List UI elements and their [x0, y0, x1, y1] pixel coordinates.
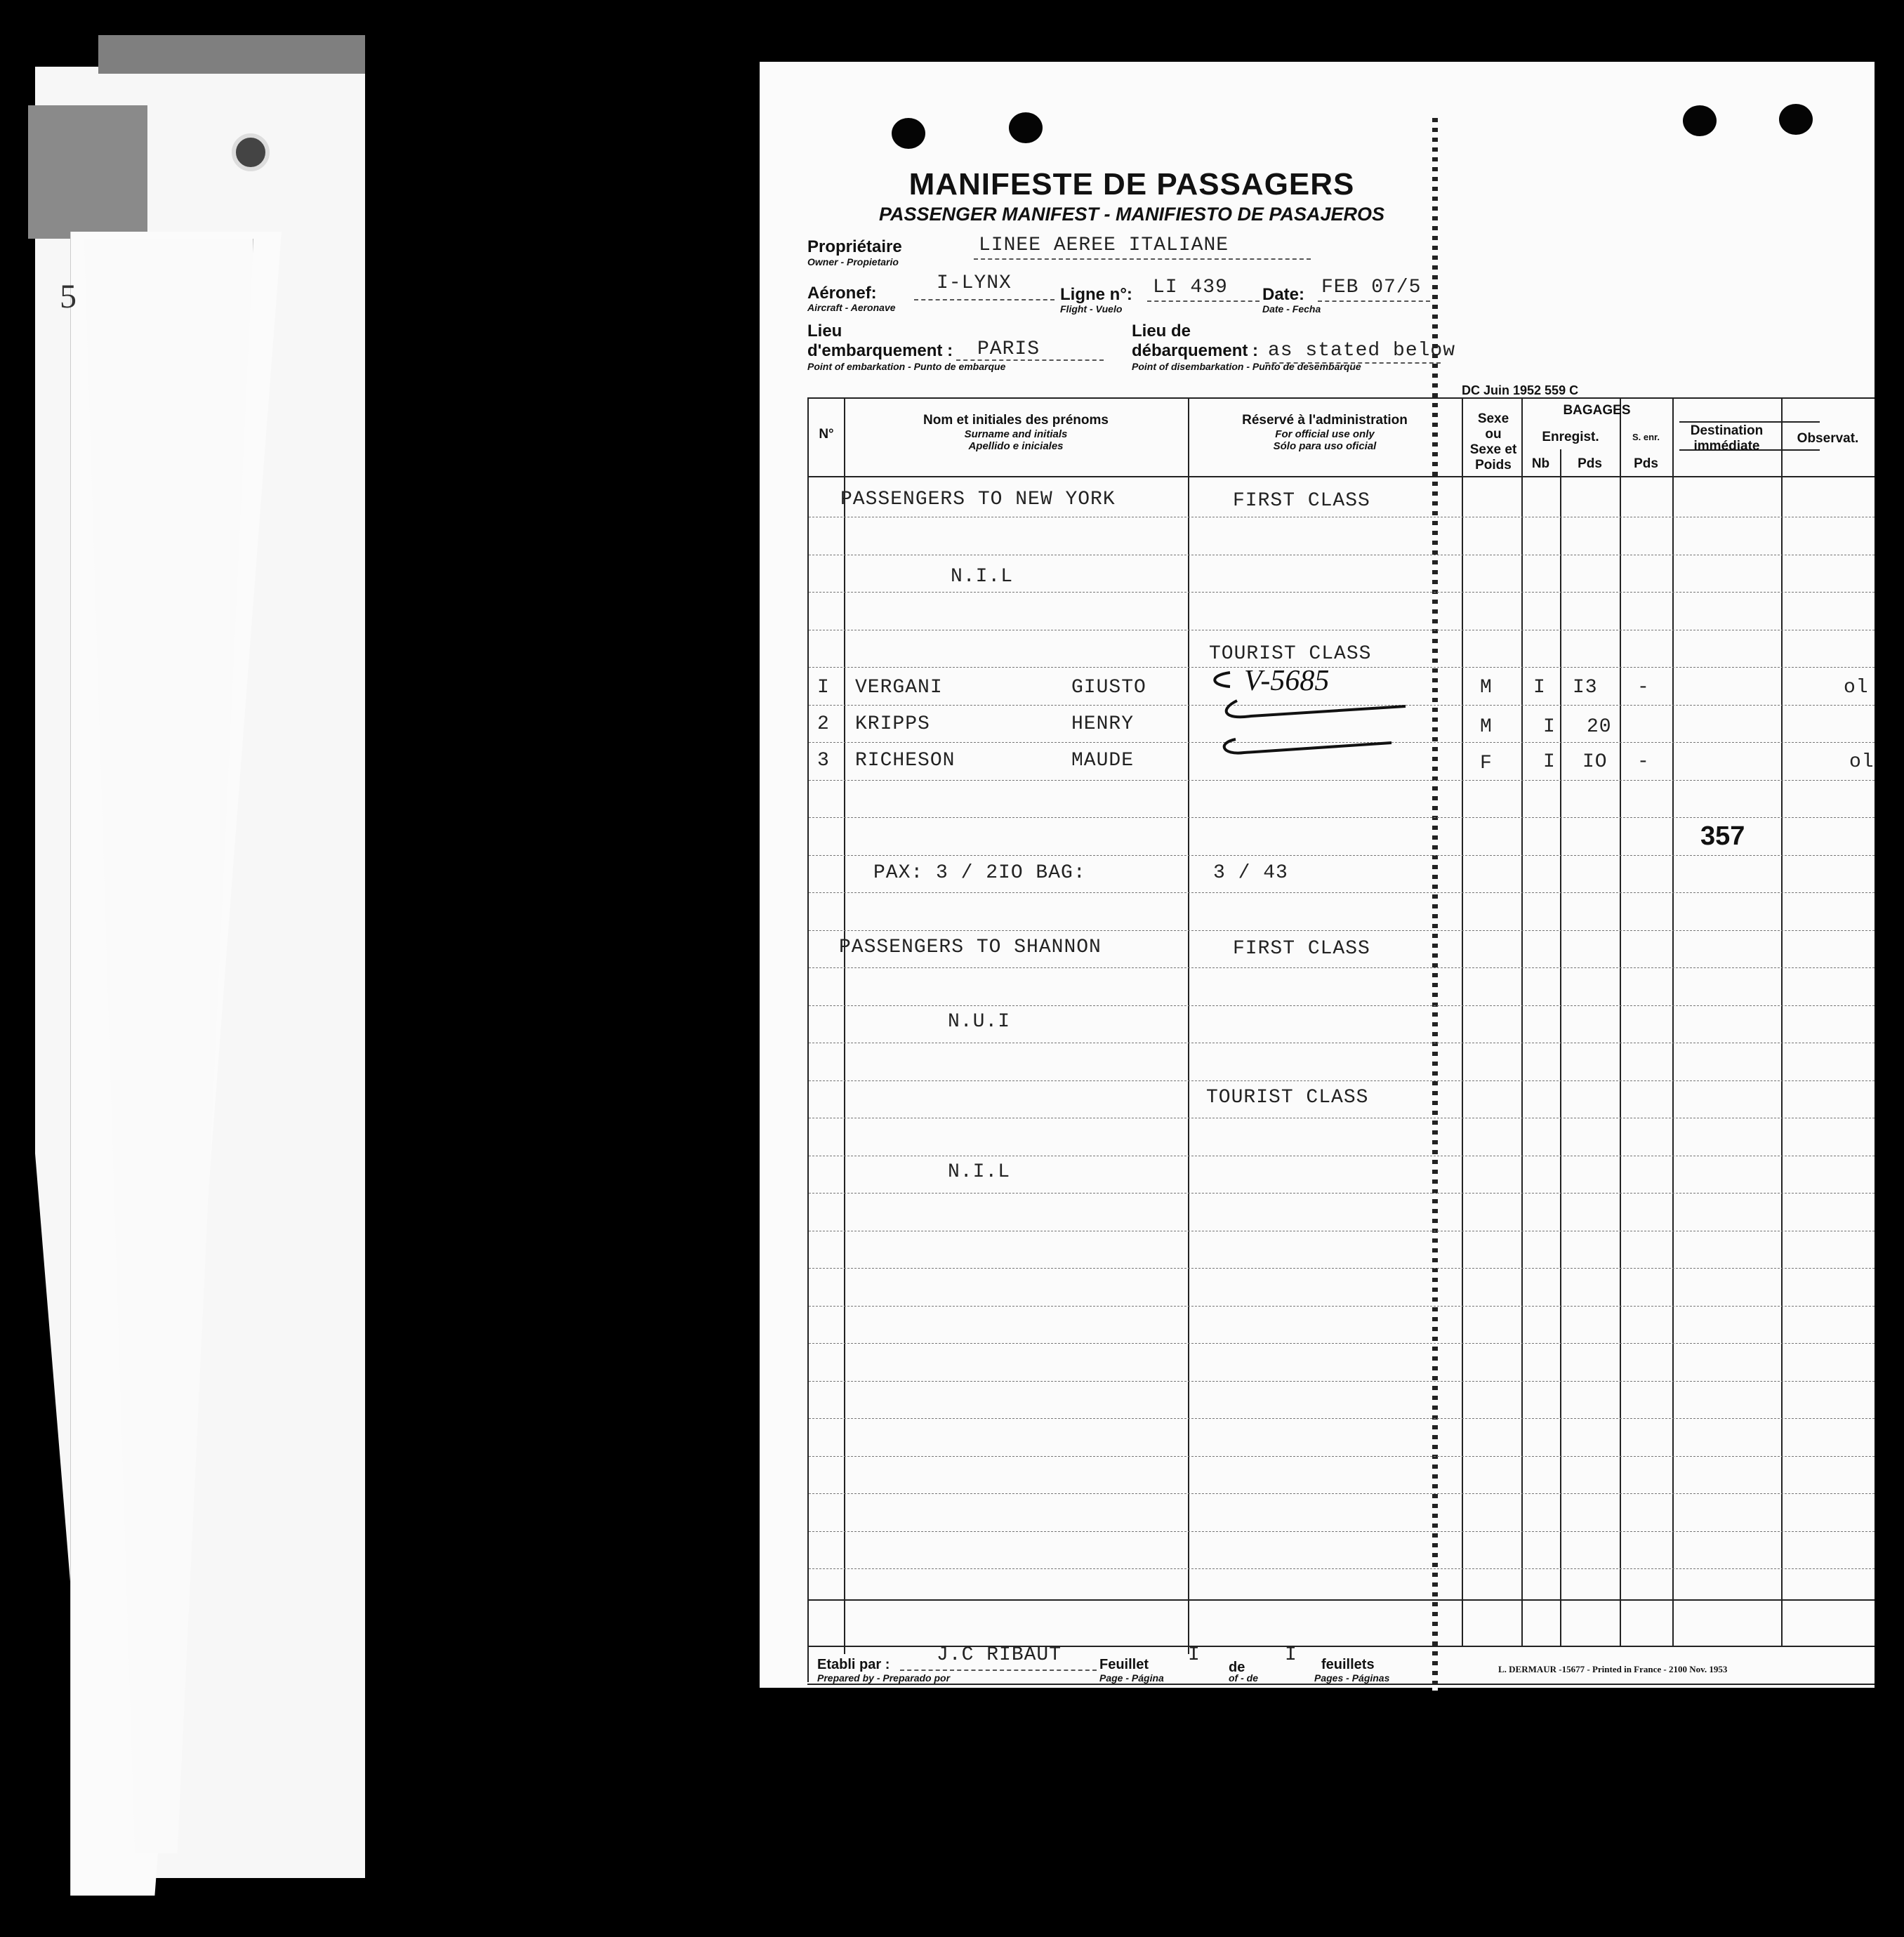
observation: ol [1844, 677, 1869, 699]
page-label: Feuillet [1099, 1657, 1149, 1672]
col-border [1620, 397, 1621, 1647]
disembark-line [1265, 362, 1441, 364]
col-header-admin-sub2: Sólo para uso oficial [1273, 440, 1377, 453]
manifest-page [760, 62, 1875, 1688]
col-border [844, 397, 845, 1654]
punch-hole [1009, 112, 1043, 143]
baggage-count: I [1533, 677, 1546, 699]
col-header-observ: Observat. [1797, 431, 1859, 446]
punch-hole [892, 118, 925, 149]
table-bottom-border [807, 1599, 1875, 1601]
date-line [1318, 300, 1430, 302]
passenger-given-name: HENRY [1071, 713, 1135, 735]
passenger-surname: KRIPPS [855, 713, 930, 735]
col-header-admin [1191, 413, 1458, 452]
col-header-name-sub2: Apellido e iniciales [968, 440, 1064, 453]
col-border [1462, 397, 1463, 1647]
col-header-sex-4: Poids [1475, 457, 1512, 472]
embark-label-1: Lieu [807, 322, 842, 341]
aircraft-value: I-LYNX [937, 272, 1012, 294]
document-title: MANIFESTE DE PASSAGERS [908, 167, 1355, 201]
ruled-line [809, 1568, 1875, 1569]
passenger-given-name: MAUDE [1071, 750, 1135, 772]
disembark-label-1: Lieu de [1132, 322, 1191, 341]
owner-label: Propriétaire [807, 237, 902, 256]
disembark-sublabel: Point of disembarkation - Punto de desembarque [1132, 361, 1361, 372]
col-header-destination [1672, 423, 1781, 454]
class-heading: FIRST CLASS [1233, 938, 1370, 960]
col-header-sans-enr: S. enr. [1632, 432, 1660, 442]
embark-value: PARIS [977, 338, 1040, 360]
row-number: I [817, 677, 830, 699]
punch-hole [1779, 104, 1813, 135]
col-header-destination-2: immédiate [1693, 438, 1760, 454]
prepared-label: Etabli par : [817, 1657, 890, 1672]
col-header-pds2: Pds [1634, 456, 1658, 471]
col-header-sex-3: Sexe et [1469, 442, 1517, 457]
ruled-line [809, 1306, 1875, 1307]
bagages-divider [1679, 421, 1820, 423]
col-border [1672, 397, 1674, 1647]
passenger-given-name: GIUSTO [1071, 677, 1146, 699]
sheet-edge [28, 105, 147, 239]
nil-entry: N.U.I [948, 1011, 1011, 1033]
passenger-sex: M [1480, 716, 1493, 738]
printer-imprint: L. DERMAUR -15677 - Printed in France - 2100 Nov. 1953 [1498, 1664, 1728, 1674]
observation: ol [1849, 751, 1875, 773]
ruled-line [809, 1493, 1875, 1494]
col-header-no: N° [819, 427, 834, 442]
folded-sheets [28, 14, 379, 1910]
embark-sublabel: Point of embarkation - Punto de embarque [807, 361, 1006, 372]
ruled-line [809, 1005, 1875, 1006]
class-heading: FIRST CLASS [1233, 490, 1370, 512]
aircraft-label: Aéronef: [807, 284, 877, 303]
unregistered-weight: - [1637, 751, 1650, 773]
ruled-line [809, 592, 1875, 593]
pax-summary: PAX: 3 / 2IO BAG: [873, 862, 1086, 884]
pages-sublabel: Pages - Páginas [1314, 1672, 1390, 1684]
passenger-sex: M [1480, 677, 1493, 699]
col-border [1188, 397, 1189, 1654]
prepared-value: J.C RIBAUT [937, 1644, 1062, 1666]
col-header-sex-2: ou [1485, 426, 1502, 442]
baggage-weight: I3 [1573, 677, 1598, 699]
date-value: FEB 07/5 [1321, 277, 1422, 298]
bag-summary: 3 / 43 [1213, 862, 1288, 884]
flight-sublabel: Flight - Vuelo [1060, 303, 1123, 315]
flight-label: Ligne n°: [1060, 285, 1132, 304]
date-label: Date: [1262, 285, 1305, 304]
baggage-weight: 20 [1587, 716, 1612, 738]
col-header-admin-sub1: For official use only [1275, 428, 1375, 440]
ruled-line [809, 1418, 1875, 1419]
embark-label-2: d'embarquement : [807, 341, 953, 360]
unregistered-weight: - [1637, 677, 1650, 699]
handwritten-mark: 5 [60, 278, 77, 315]
ruled-line [809, 1381, 1875, 1382]
col-header-sex-1: Sexe [1477, 411, 1509, 426]
ruled-line [809, 855, 1875, 856]
ruled-line [809, 1193, 1875, 1194]
disembark-value: as stated below [1268, 340, 1456, 362]
punch-hole [1683, 105, 1717, 136]
flight-value: LI 439 [1153, 277, 1228, 298]
ruled-line [809, 817, 1875, 818]
col-header-name-label: Nom et initiales des prénoms [923, 413, 1109, 428]
date-sublabel: Date - Fecha [1262, 303, 1321, 315]
col-header-enregist: Enregist. [1542, 430, 1599, 444]
passenger-surname: VERGANI [855, 677, 943, 699]
row-number: 3 [817, 750, 830, 772]
footer-bottom-border [807, 1684, 1875, 1685]
handwritten-bracket [1153, 666, 1504, 778]
ruled-line [809, 892, 1875, 893]
ruled-line [809, 780, 1875, 781]
passenger-surname: RICHESON [855, 750, 956, 772]
pages-label: feuillets [1321, 1657, 1375, 1672]
owner-value: LINEE AEREE ITALIANE [979, 234, 1229, 256]
form-code: DC Juin 1952 559 C [1462, 383, 1579, 397]
col-header-admin-label: Réservé à l'administration [1242, 413, 1408, 428]
col-header-nb: Nb [1531, 456, 1550, 471]
embark-line [956, 359, 1104, 361]
baggage-count: I [1543, 716, 1556, 738]
table-top-border [807, 397, 1875, 399]
col-header-name [847, 413, 1184, 452]
col-border [1781, 397, 1783, 1647]
ruled-line [809, 1531, 1875, 1532]
col-header-sex [1462, 411, 1525, 472]
page-value: I [1188, 1644, 1201, 1666]
col-border [1521, 397, 1523, 1647]
col-border [1560, 449, 1561, 1647]
col-header-pds: Pds [1578, 456, 1602, 471]
owner-line [974, 258, 1311, 260]
nil-entry: N.I.L [951, 566, 1014, 588]
class-heading: TOURIST CLASS [1209, 643, 1372, 665]
row-number: 2 [817, 713, 830, 735]
col-header-name-sub1: Surname and initials [964, 428, 1068, 440]
header-bottom-border [807, 476, 1875, 477]
of-label: de [1229, 1660, 1245, 1675]
col-header-destination-1: Destination [1690, 423, 1764, 438]
aircraft-line [914, 299, 1055, 300]
aircraft-sublabel: Aircraft - Aeronave [807, 302, 896, 313]
ruled-line [809, 1268, 1875, 1269]
col-header-bagages: BAGAGES [1563, 403, 1631, 418]
passenger-sex: F [1480, 753, 1493, 774]
ruled-line [809, 930, 1875, 931]
nil-entry: N.I.L [948, 1161, 1011, 1183]
punch-hole [232, 133, 270, 171]
col-border [807, 397, 809, 1682]
page-sublabel: Page - Página [1099, 1672, 1164, 1684]
baggage-weight: IO [1582, 751, 1608, 773]
handwritten-admin-note: V-5685 [1244, 665, 1330, 697]
class-heading: TOURIST CLASS [1206, 1087, 1369, 1109]
section-heading: PASSENGERS TO NEW YORK [840, 489, 1116, 510]
baggage-count: I [1543, 751, 1556, 773]
ruled-line [809, 967, 1875, 968]
ruled-line [809, 1456, 1875, 1457]
sheet-edge [98, 35, 365, 74]
of-value: I [1285, 1644, 1297, 1666]
destination-total: 357 [1700, 821, 1745, 851]
section-heading: PASSENGERS TO SHANNON [839, 937, 1102, 958]
flight-line [1147, 300, 1260, 302]
of-sublabel: of - de [1229, 1672, 1258, 1684]
ruled-line [809, 1080, 1875, 1081]
prepared-sublabel: Prepared by - Preparado por [817, 1672, 951, 1684]
document-subtitle: PASSENGER MANIFEST - MANIFIESTO DE PASAJEROS [878, 204, 1385, 225]
disembark-label-2: débarquement : [1132, 341, 1259, 360]
ruled-line [809, 1343, 1875, 1344]
owner-sublabel: Owner - Propietario [807, 256, 899, 267]
prepared-line [900, 1670, 1097, 1671]
